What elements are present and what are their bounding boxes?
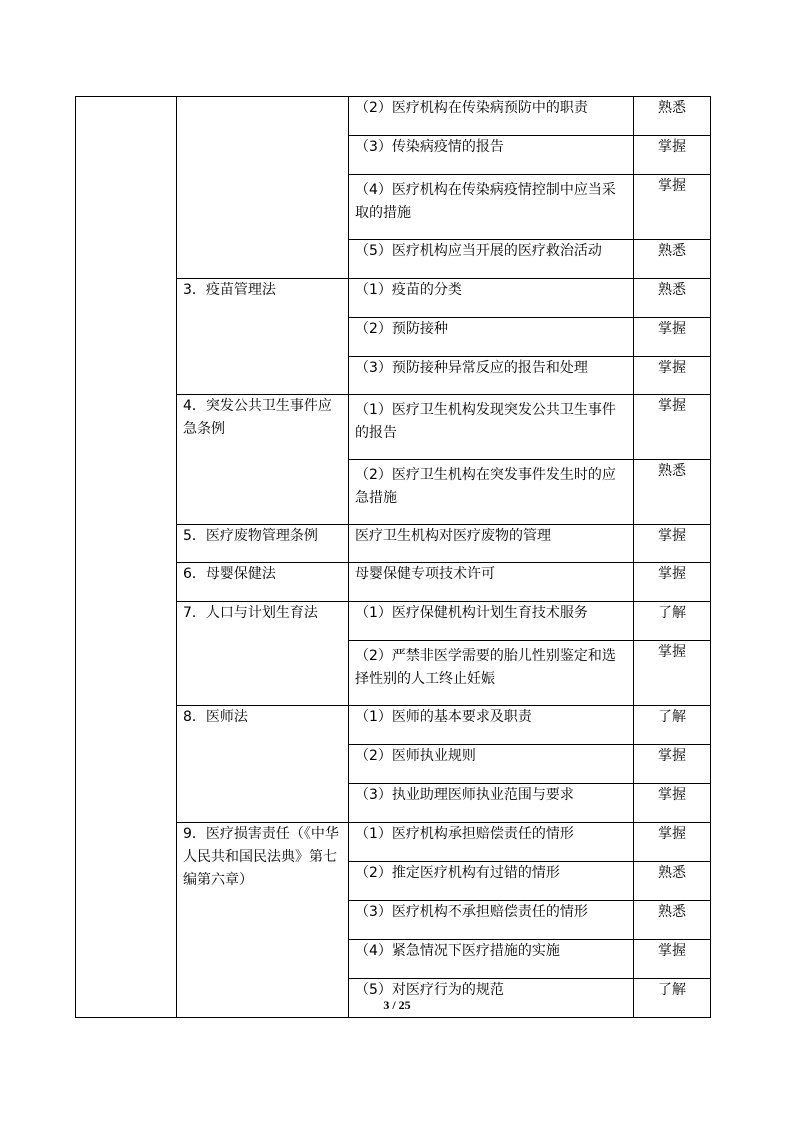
topic-cell: （3）执业助理医师执业范围与要求 bbox=[349, 784, 634, 823]
topic-cell: （4）医疗机构在传染病疫情控制中应当采取的措施 bbox=[349, 175, 634, 240]
section-title-cell: 3．疫苗管理法 bbox=[177, 279, 349, 395]
topic-cell: （3）传染病疫情的报告 bbox=[349, 136, 634, 175]
requirement-cell: 了解 bbox=[634, 706, 711, 745]
requirement-cell: 掌握 bbox=[634, 318, 711, 357]
topic-cell: （2）医疗卫生机构在突发事件发生时的应急措施 bbox=[349, 460, 634, 525]
section-title-cell: 9．医疗损害责任（《中华人民共和国民法典》第七编第六章） bbox=[177, 823, 349, 1018]
topic-cell: （2）严禁非医学需要的胎儿性别鉴定和选择性别的人工终止妊娠 bbox=[349, 641, 634, 706]
topic-cell: （1）医疗机构承担赔偿责任的情形 bbox=[349, 823, 634, 862]
requirement-cell: 掌握 bbox=[634, 641, 711, 706]
requirement-cell: 掌握 bbox=[634, 525, 711, 563]
topic-cell: 医疗卫生机构对医疗废物的管理 bbox=[349, 525, 634, 563]
topic-cell: （4）紧急情况下医疗措施的实施 bbox=[349, 940, 634, 979]
requirement-cell: 掌握 bbox=[634, 940, 711, 979]
requirement-cell: 熟悉 bbox=[634, 240, 711, 279]
requirement-cell: 熟悉 bbox=[634, 97, 711, 136]
requirement-cell: 掌握 bbox=[634, 823, 711, 862]
requirement-cell: 熟悉 bbox=[634, 279, 711, 318]
requirement-cell: 掌握 bbox=[634, 357, 711, 395]
topic-cell: （2）预防接种 bbox=[349, 318, 634, 357]
topic-cell: （1）医疗保健机构计划生育技术服务 bbox=[349, 602, 634, 641]
section-title-cell: 8．医师法 bbox=[177, 706, 349, 823]
requirement-cell: 了解 bbox=[634, 979, 711, 1018]
section-title-cell: 5．医疗废物管理条例 bbox=[177, 525, 349, 563]
topic-cell: （2）医师执业规则 bbox=[349, 745, 634, 784]
requirement-cell: 熟悉 bbox=[634, 901, 711, 940]
topic-cell: 母婴保健专项技术许可 bbox=[349, 563, 634, 602]
requirement-cell: 掌握 bbox=[634, 136, 711, 175]
topic-cell: （2）医疗机构在传染病预防中的职责 bbox=[349, 97, 634, 136]
topic-cell: （3）预防接种异常反应的报告和处理 bbox=[349, 357, 634, 395]
requirement-cell: 掌握 bbox=[634, 175, 711, 240]
section-title-cell: 6．母婴保健法 bbox=[177, 563, 349, 602]
requirement-cell: 掌握 bbox=[634, 784, 711, 823]
topic-cell: （1）医疗卫生机构发现突发公共卫生事件的报告 bbox=[349, 395, 634, 460]
requirement-cell: 掌握 bbox=[634, 563, 711, 602]
section-title-cell: 4．突发公共卫生事件应急条例 bbox=[177, 395, 349, 525]
requirement-cell: 了解 bbox=[634, 602, 711, 641]
section-title-cell: 7．人口与计划生育法 bbox=[177, 602, 349, 706]
topic-cell: （1）医师的基本要求及职责 bbox=[349, 706, 634, 745]
section-title-cell bbox=[177, 97, 349, 279]
requirement-cell: 掌握 bbox=[634, 395, 711, 460]
topic-cell: （2）推定医疗机构有过错的情形 bbox=[349, 862, 634, 901]
table-row bbox=[76, 97, 711, 136]
topic-cell: （3）医疗机构不承担赔偿责任的情形 bbox=[349, 901, 634, 940]
syllabus-table bbox=[75, 96, 711, 1018]
topic-cell: （5）医疗机构应当开展的医疗救治活动 bbox=[349, 240, 634, 279]
requirement-cell: 熟悉 bbox=[634, 460, 711, 525]
topic-cell: （1）疫苗的分类 bbox=[349, 279, 634, 318]
requirement-cell: 掌握 bbox=[634, 745, 711, 784]
topic-cell: （5）对医疗行为的规范 bbox=[349, 979, 634, 1018]
page-number: 3 / 25 bbox=[383, 998, 411, 1012]
requirement-cell: 熟悉 bbox=[634, 862, 711, 901]
unit-cell bbox=[76, 97, 177, 1018]
